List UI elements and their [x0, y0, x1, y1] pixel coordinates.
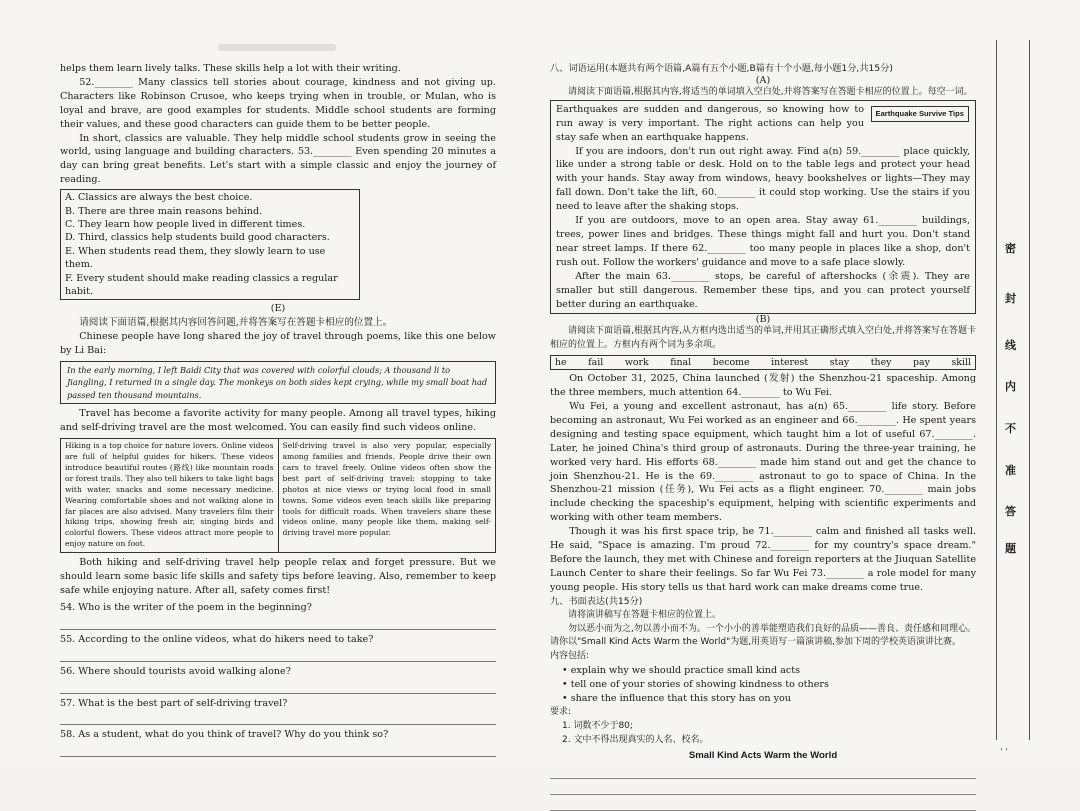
- section-9-title: 九、书面表达(共15分): [550, 595, 643, 607]
- passage-d-para: In short, classics are valuable. They help middle school students grow in seeing the world, using language and building characters. 53.________ Even spending 20 minutes a day can bring great benefits. Let's start with a simple classic and enjoy the journey of reading.: [60, 132, 496, 186]
- strip-char: 封: [1005, 292, 1016, 305]
- answer-line[interactable]: [60, 710, 496, 725]
- bullet-3: • share the influence that this story has on you: [562, 693, 791, 705]
- bullet-1: • explain why we should practice small kind acts: [562, 665, 801, 677]
- strip-char: 答: [1005, 505, 1016, 518]
- req-1: 1. 词数不少于80;: [562, 720, 633, 731]
- shenzhou-para: Wu Fei, a young and excellent astronaut, has a(n) 65.________ life story. Before becoming an astronaut, Wu Fei worked as an engineer and 66.________. He spent years designing and testing space equipment, which taught him a lot of useful 67.________. Later, he joined China's third group of astronauts. During the three-year training, he worked very hard. His efforts 68.________ made him stand out and get the chance to join Shenzhou-21. He is the 69.________ astronaut to go to space of China. In the Shenzhou-21 mission (任务), Wu Fei acts as a flight engineer. 70.________ main jobs include checking the spaceship's equipment, helping with scientific experiments and working with other team members.: [550, 401, 976, 524]
- question-56: 56. Where should tourists avoid walking alone?: [60, 665, 291, 677]
- passage-d-para: 52.________ Many classics tell stories about courage, kindness and not giving up. Characters like Robinson Crusoe, who keeps trying when in trouble, or Mulan, who is loyal and brave, are good examples for students. Middle school students are forming their values, and these good characters can guide them to be better people.: [60, 76, 496, 130]
- word: work: [624, 357, 649, 369]
- instruction-e: 请阅读下面语篇,根据其内容回答问题,并将答案写在答题卡相应的位置上。: [79, 317, 393, 329]
- answer-line[interactable]: [60, 679, 496, 694]
- instruction-a: 请阅读下面语篇,根据其内容,将适当的单词填入空白处,并将答案写在答题卡相应的位置上。每空一词。: [568, 86, 973, 97]
- section-8-title: 八、词语运用(本题共有两个语篇,A篇有五个小题,B篇有十个小题,每小题1分,共15分): [550, 63, 893, 74]
- essay-title: Small Kind Acts Warm the World: [688, 749, 838, 761]
- word: become: [712, 357, 750, 369]
- strip-char: 题: [1005, 542, 1016, 555]
- instruction-b: 请阅读下面语篇,根据其内容,从方框内选出适当的单词,并用其正确形式填入空白处,并将答案写在答题卡相应的位置上。方框内有两个词为多余项。: [550, 326, 976, 351]
- section-label-e: (E): [270, 303, 286, 315]
- part-a-label: (A): [755, 74, 771, 86]
- word: fail: [588, 357, 604, 369]
- part-b-label: (B): [755, 314, 771, 326]
- video-compare-box: [60, 438, 496, 553]
- driving-box: Self-driving travel is also very popular, especially among families and friends. People drive their own cars to travel freely. Online videos often show the best part of self-driving travel: stopping to take photos at nice views or trying local food in small towns. Some videos even teach skills like preparing tools for difficult roads. When travelers share these videos online, many people like them, making self-driving travel more popular.: [282, 441, 491, 538]
- question-54: 54. Who is the writer of the poem in the beginning?: [60, 601, 312, 613]
- eq-para: Earthquakes are sudden and dangerous, so knowing how to run away is very important. The right actions can help you stay safe when an earthquake happens.: [556, 103, 864, 143]
- bullet-2: • tell one of your stories of showing kindness to others: [562, 679, 829, 691]
- word: skill: [951, 357, 971, 369]
- eq-para: After the main 63.________ stops, be careful of aftershocks (余震). They are smaller but still dangerous. Remember these tips, and you can protect yourself better during an earthquake.: [556, 270, 970, 310]
- req-label: 要求:: [550, 706, 572, 717]
- question-58: 58. As a student, what do you think of travel? Why do you think so?: [60, 729, 389, 741]
- word: pay: [913, 357, 930, 369]
- right-column: [550, 62, 976, 811]
- strip-char: 不: [1005, 422, 1016, 435]
- page-marks: ' ': [1000, 748, 1008, 758]
- shenzhou-para: On October 31, 2025, China launched (发射) the Shenzhou-21 spaceship. Among the three members, much attention 64.________ to Wu Fei.: [550, 373, 976, 399]
- option-b: B. There are three main reasons behind.: [65, 205, 263, 217]
- word: interest: [771, 357, 809, 369]
- option-c: C. They learn how people lived in different times.: [65, 218, 306, 230]
- shenzhou-para: Though it was his first space trip, he 71.________ calm and finished all tasks well. He said, "Space is amazing. I'm proud 72.________ for my country's space dream." Before the launch, they met with Chinese and foreign reporters at the Jiuquan Satellite Launch Center to share their feelings. So far Wu Fei 73.________ a role model for many young people. His story tells us that hard work can make dreams come true.: [550, 526, 976, 593]
- options-box: [60, 189, 360, 300]
- passage-d-line: helps them learn lively talks. These skills help a lot with their writing.: [60, 63, 401, 74]
- passage-e-intro: Chinese people have long shared the joy of travel through poems, like this one below by Li Bai:: [60, 331, 496, 357]
- strip-char: 密: [1005, 242, 1016, 255]
- word: final: [670, 357, 692, 369]
- left-column: [60, 62, 496, 758]
- tips-title: Earthquake Survive Tips: [871, 106, 970, 122]
- passage-e-para: Both hiking and self-driving travel help people relax and forget pressure. But we should learn some basic life skills and safety tips before leaving. Also, remember to keep safe while enjoying nature. After all, safety comes first!: [60, 557, 496, 596]
- word: stay: [829, 357, 850, 369]
- option-d: D. Third, classics help students build good characters.: [65, 232, 330, 244]
- essay-line[interactable]: [550, 795, 976, 811]
- hiking-box: Hiking is a top choice for nature lovers. Online videos are full of helpful guides for hikers. These videos introduce beautiful routes (路线) like mountain roads or forest trails. They also tell hikers to take light bags with water, snacks and some necessary medicine. Wearing comfortable shoes and not walking alone in far places are also advised. Many travelers film their hiking trips, showing fresh air, singing birds and colorful flowers. These videos attract more people to enjoy nature on foot.: [61, 439, 279, 552]
- essay-line[interactable]: [550, 779, 976, 795]
- answer-line[interactable]: [60, 615, 496, 630]
- essay-prompt: 勿以恶小而为之,勿以善小而不为。一个小小的善举能塑造我们良好的品质——善良、责任感和同理心。请你以"Small Kind Acts Warm the World"为题,用英语写一篇演讲稿,参加下周的学校英语演讲比赛。: [550, 623, 976, 648]
- eq-para: If you are indoors, don't run out right away. Find a(n) 59.________ place quickly, like under a strong table or desk. Hold on to the table legs and protect your head with your hands. Stay away from windows, heavy bookshelves or lights—They may fall down. Don't take the lift, 60.________ it could stop working. Use the stairs if you need to leave after the shaking stops.: [556, 145, 970, 213]
- option-a: A. Classics are always the best choice.: [65, 192, 253, 204]
- answer-line[interactable]: [60, 647, 496, 662]
- eq-para: If you are outdoors, move to an open area. Stay away 61.________ buildings, trees, power lines and bridges. These things might fall and hurt you. Don't stand near street lamps. If there 62.________ too many people in places like a shop, don't rush out. Follow the workers' guidance and move to a safe place slowly.: [556, 215, 970, 268]
- passage-e-para: Travel has become a favorite activity for many people. Among all travel types, hiking and self-driving travel are the most welcomed. You can easily find such videos online.: [60, 408, 496, 434]
- essay-line[interactable]: [550, 763, 976, 779]
- word: he: [555, 357, 567, 369]
- word: they: [870, 357, 892, 369]
- instruction-9: 请将演讲稿写在答题卡相应的位置上。: [568, 609, 722, 620]
- req-2: 2. 文中不得出现真实的人名、校名。: [562, 734, 709, 745]
- option-f: F. Every student should make reading classics a regular habit.: [65, 272, 338, 297]
- question-57: 57. What is the best part of self-driving travel?: [60, 697, 288, 709]
- earthquake-passage-box: [550, 100, 976, 315]
- strip-char: 内: [1005, 380, 1016, 393]
- strip-char: 准: [1005, 464, 1016, 477]
- answer-line[interactable]: [60, 742, 496, 757]
- content-label: 内容包括:: [550, 651, 590, 662]
- strip-char: 线: [1005, 339, 1016, 352]
- poem-box: In the early morning, I left Baidi City that was covered with colorful clouds; A thousand li to Jiangling, I returned in a single day. The monkeys on both sides kept crying, while my small boat had passed ten thousand mountains.: [60, 361, 496, 404]
- faded-header: [218, 44, 336, 51]
- word-bank: [550, 355, 976, 370]
- binding-strip: [996, 40, 1030, 740]
- question-55: 55. According to the online videos, what do hikers need to take?: [60, 633, 374, 645]
- option-e: E. When students read them, they slowly learn to use them.: [65, 245, 326, 271]
